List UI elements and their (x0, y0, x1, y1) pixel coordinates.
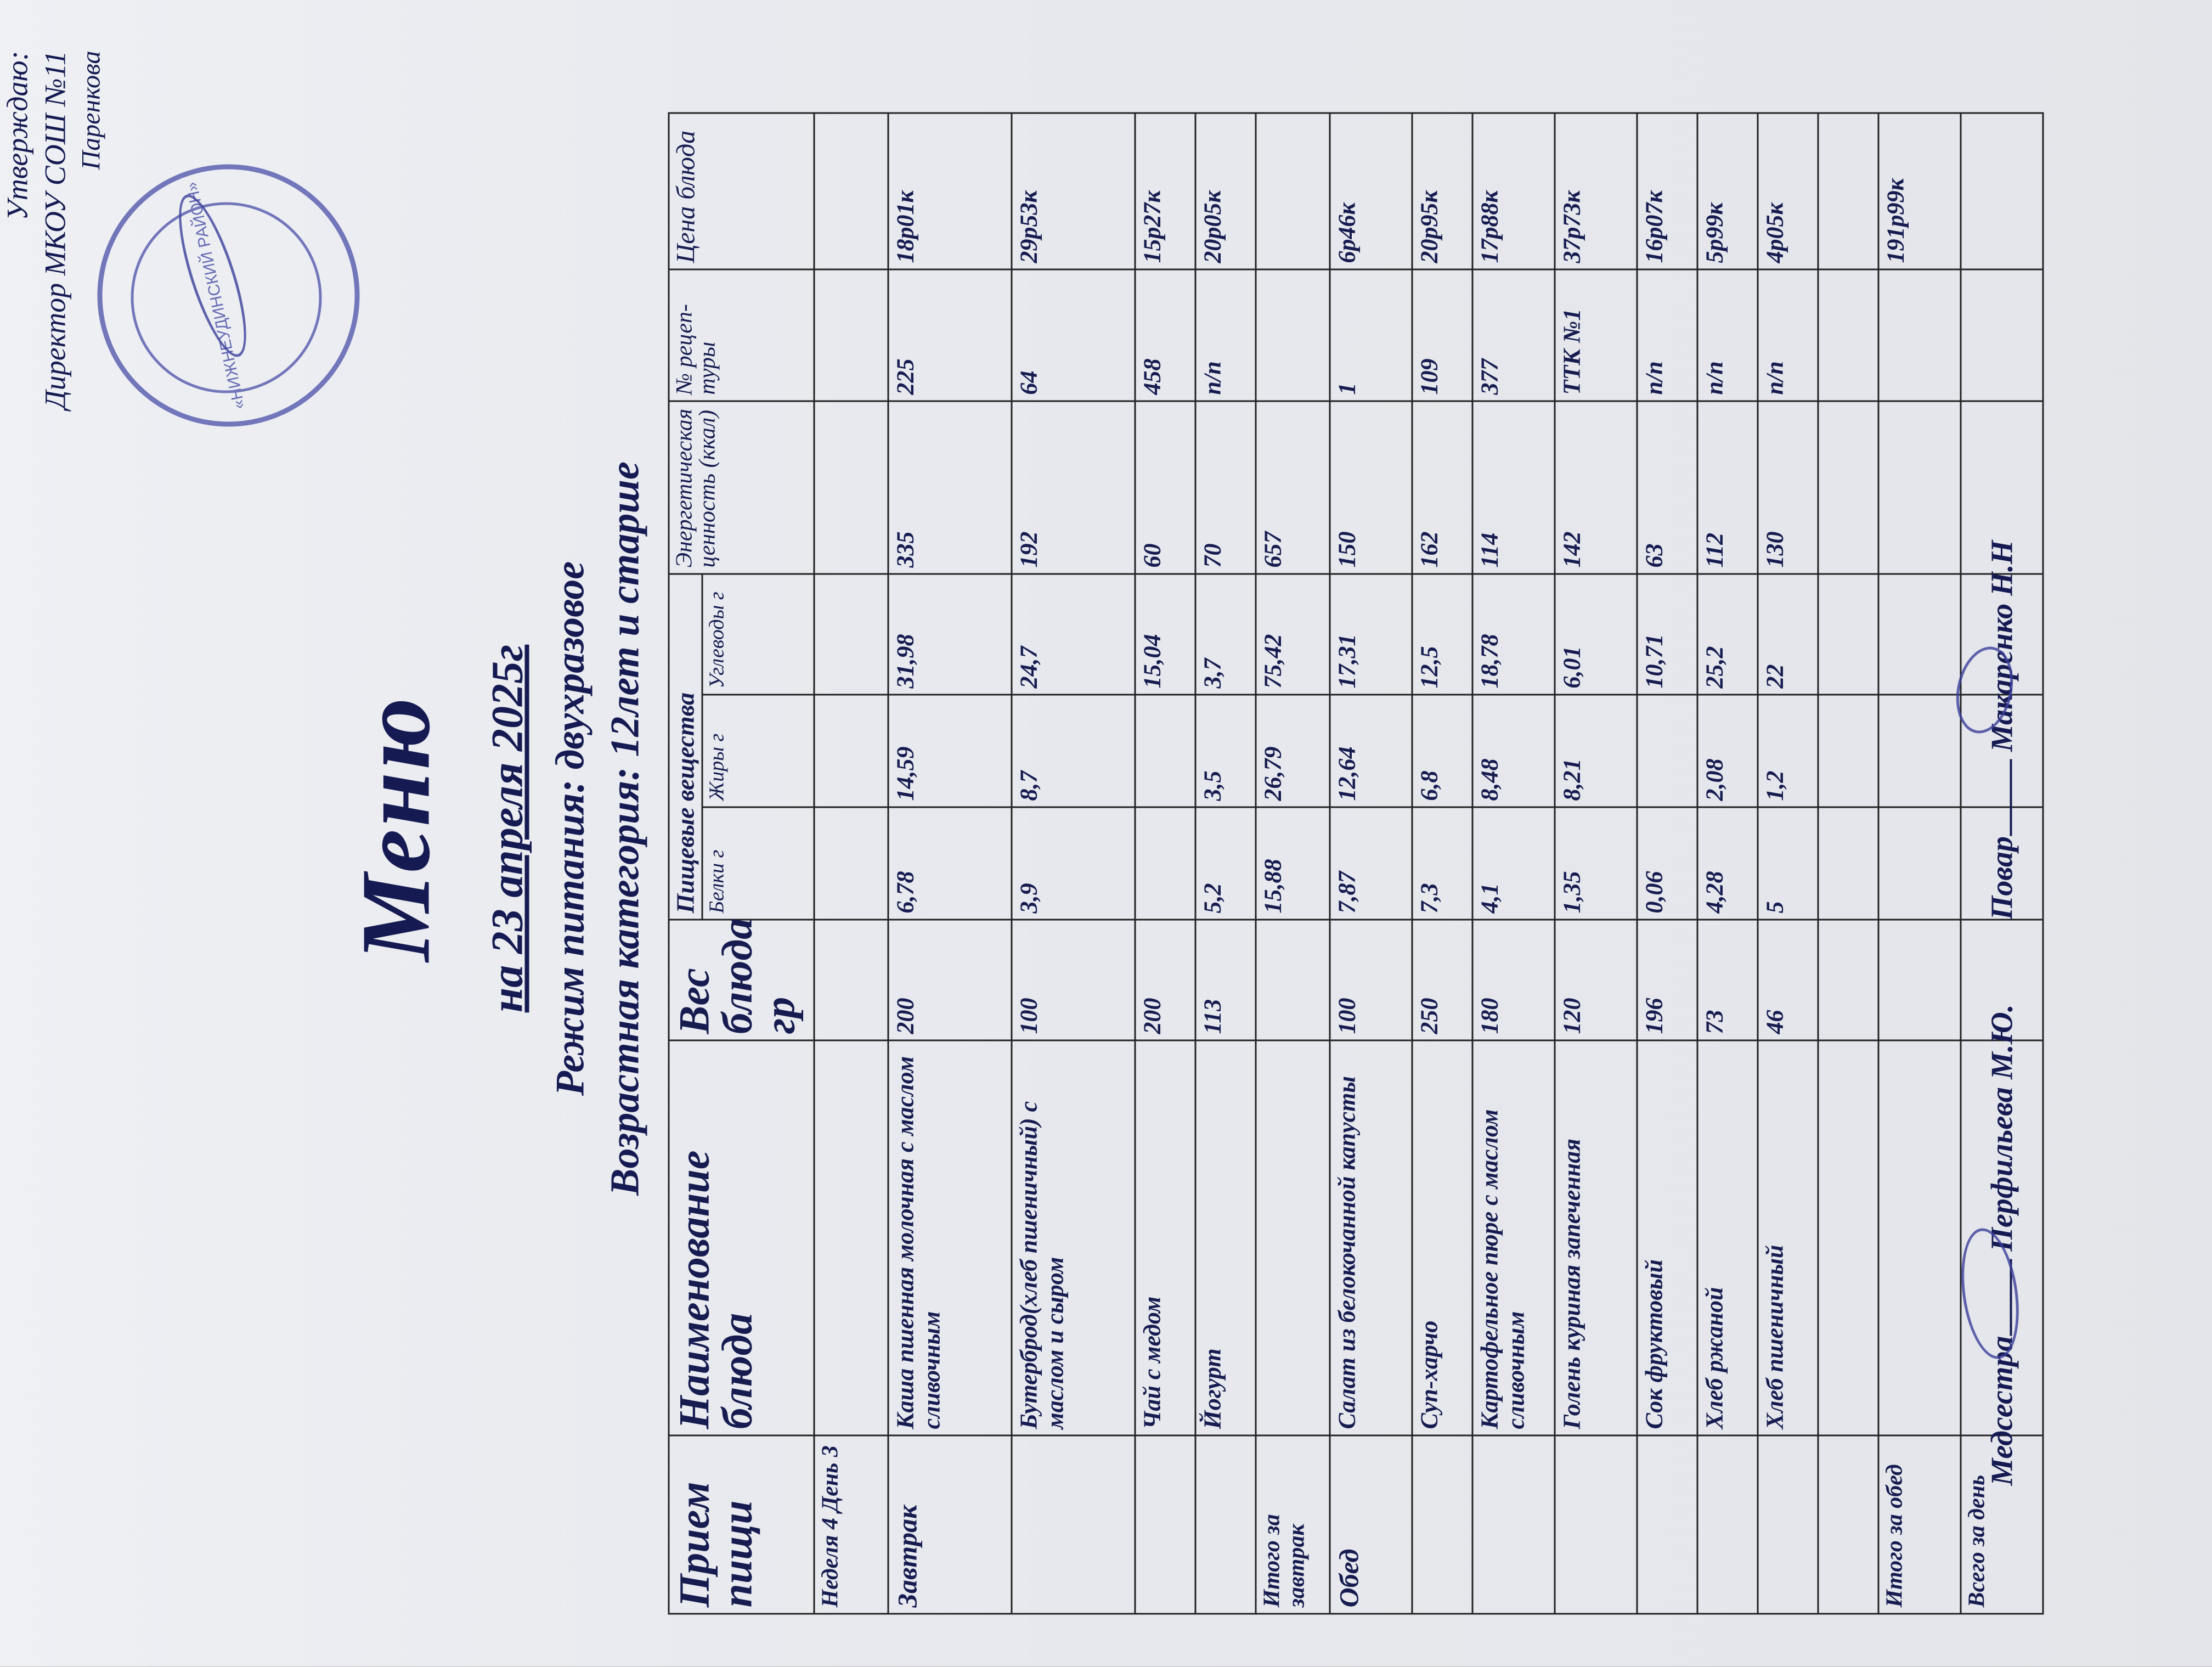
cell-fats (1878, 695, 1961, 807)
cell-dish: Салат из белокочанной капусты (1330, 1040, 1412, 1435)
cell-proteins (1878, 807, 1961, 920)
table-row (1697, 113, 1758, 1614)
cook-label: Повар (1985, 836, 2019, 920)
cell-recipe: ТТК №1 (1555, 269, 1637, 401)
nurse-name: Перфильева М.Ю. (1985, 1004, 2019, 1252)
cell-price (1256, 113, 1330, 269)
cell-recipe (1878, 269, 1961, 401)
empty-cell (814, 1040, 888, 1435)
cell-carbs (1878, 574, 1961, 695)
cell-energy: 63 (1637, 401, 1697, 574)
cell-price: 191р99к (1878, 113, 1961, 269)
cell-weight (1878, 920, 1961, 1040)
cell-fats: 8,48 (1472, 695, 1555, 807)
cell-fats (1637, 695, 1697, 807)
header-fats: Жиры г (702, 695, 814, 807)
week-row (814, 113, 888, 1614)
cell-meal: Обед (1330, 1435, 1412, 1614)
cell-recipe: п/п (1195, 269, 1256, 401)
cell-meal (1555, 1435, 1637, 1614)
cell-weight: 113 (1195, 920, 1256, 1040)
cell-energy: 130 (1758, 401, 1818, 574)
table-row (1256, 113, 1330, 1614)
menu-date: на 23 апреля 2025г (482, 644, 532, 1013)
cell-meal (1195, 1435, 1256, 1614)
empty-cell (814, 807, 888, 920)
cell-dish: Голень куриная запеченная (1555, 1040, 1637, 1435)
cell-energy (1878, 401, 1961, 574)
cell-energy: 60 (1135, 401, 1195, 574)
cell-carbs: 25,2 (1697, 574, 1758, 695)
cell-carbs: 15,04 (1135, 574, 1195, 695)
cell-recipe: 64 (1012, 269, 1135, 401)
cell-fats (1135, 695, 1195, 807)
cell-carbs: 18,78 (1472, 574, 1555, 695)
cell-carbs: 31,98 (888, 574, 1012, 695)
cell-meal: Завтрак (888, 1435, 1012, 1614)
table-body (814, 113, 2043, 1614)
cell-proteins: 3,9 (1012, 807, 1135, 920)
header-weight: Вес блюда гр (669, 920, 814, 1040)
cell-energy: 162 (1412, 401, 1472, 574)
cell-price: 4р05к (1758, 113, 1818, 269)
cell-fats: 2,08 (1697, 695, 1758, 807)
cell-meal (1637, 1435, 1697, 1614)
empty-cell (814, 695, 888, 807)
cell-dish (1818, 1040, 1878, 1435)
cell-meal (1135, 1435, 1195, 1614)
cell-meal (1697, 1435, 1758, 1614)
empty-cell (814, 269, 888, 401)
cell-price: 20р05к (1195, 113, 1256, 269)
cell-recipe: п/п (1758, 269, 1818, 401)
cell-weight (1818, 920, 1878, 1040)
approval-line2: Директор МКОУ СОШ №11 (38, 50, 72, 409)
cell-meal (1012, 1435, 1135, 1614)
approval-block (0, 51, 108, 424)
cell-fats: 6,8 (1412, 695, 1472, 807)
cell-proteins: 4,28 (1697, 807, 1758, 920)
cell-weight: 200 (1135, 920, 1195, 1040)
cell-energy: 657 (1256, 401, 1330, 574)
cell-energy: 70 (1195, 401, 1256, 574)
cell-carbs (1818, 574, 1878, 695)
cell-dish: Картофельное пюре с маслом сливочным (1472, 1040, 1555, 1435)
page-title: Меню (341, 695, 450, 962)
cell-price: 37р73к (1555, 113, 1637, 269)
cell-energy: 150 (1330, 401, 1412, 574)
cell-recipe (1256, 269, 1330, 401)
table-row (888, 113, 1012, 1614)
cell-weight: 196 (1637, 920, 1697, 1040)
cell-dish (1878, 1040, 1961, 1435)
table-row (1330, 113, 1412, 1614)
cell-fats (1818, 695, 1878, 807)
cell-carbs: 22 (1758, 574, 1818, 695)
cell-fats: 26,79 (1256, 695, 1330, 807)
cell-dish: Бутерброд(хлеб пшеничный) с маслом и сыром (1012, 1040, 1135, 1435)
cell-recipe: 109 (1412, 269, 1472, 401)
approval-line3: Паренкова (76, 50, 106, 170)
cell-recipe: 1 (1330, 269, 1412, 401)
cell-carbs: 12,5 (1412, 574, 1472, 695)
cell-price: 6р46к (1330, 113, 1412, 269)
cell-weight: 100 (1330, 920, 1412, 1040)
table-header-row (669, 113, 702, 1614)
stamp-text: «НИЖНЕУДИНСКИЙ РАЙОН» (182, 180, 249, 411)
table-row (1135, 113, 1195, 1614)
cell-price (1818, 113, 1878, 269)
header-energy: Энергетическая ценность (ккал) (669, 401, 814, 574)
table-row (1637, 113, 1697, 1614)
cell-price: 5р99к (1697, 113, 1758, 269)
empty-cell (814, 920, 888, 1040)
table-row (1818, 113, 1878, 1614)
table-row (1878, 113, 1961, 1614)
cell-carbs: 3,7 (1195, 574, 1256, 695)
header-meal: Прием пищи (669, 1435, 814, 1614)
cell-price: 17р88к (1472, 113, 1555, 269)
cell-energy: 335 (888, 401, 1012, 574)
cell-energy: 112 (1697, 401, 1758, 574)
cell-proteins (1818, 807, 1878, 920)
cell-proteins: 4,1 (1472, 807, 1555, 920)
cell-meal (1818, 1435, 1878, 1614)
week-label: Неделя 4 День 3 (814, 1435, 888, 1614)
cell-price: 20р95к (1412, 113, 1472, 269)
cell-recipe: 225 (888, 269, 1012, 401)
table-row (1555, 113, 1637, 1614)
cell-recipe (1818, 269, 1878, 401)
table-row (1012, 113, 1135, 1614)
header-recipe: № рецеп-туры (669, 269, 814, 401)
nurse-label: Медсестра (1985, 1336, 2019, 1486)
cell-recipe: 458 (1135, 269, 1195, 401)
cell-carbs: 17,31 (1330, 574, 1412, 695)
cell-weight (1256, 920, 1330, 1040)
cell-meal: Всего за день (1961, 1435, 2043, 1614)
cell-fats: 12,64 (1330, 695, 1412, 807)
cell-fats: 8,7 (1012, 695, 1135, 807)
cell-proteins: 6,78 (888, 807, 1012, 920)
cell-dish: Хлеб ржаной (1697, 1040, 1758, 1435)
cell-price: 15р27к (1135, 113, 1195, 269)
cell-proteins: 7,87 (1330, 807, 1412, 920)
cell-weight: 180 (1472, 920, 1555, 1040)
cell-price: 16р07к (1637, 113, 1697, 269)
cell-weight: 200 (888, 920, 1012, 1040)
approval-line1: Утверждаю: (1, 50, 34, 221)
cell-proteins: 7,3 (1412, 807, 1472, 920)
cell-fats: 1,2 (1758, 695, 1818, 807)
cell-meal (1472, 1435, 1555, 1614)
header-dish: Наименование блюда (669, 1040, 814, 1435)
table-row (1412, 113, 1472, 1614)
empty-cell (814, 113, 888, 269)
header-price: Цена блюда (669, 113, 814, 269)
menu-table (668, 112, 2044, 1614)
empty-cell (814, 574, 888, 695)
cell-carbs: 75,42 (1256, 574, 1330, 695)
cell-dish: Хлеб пшеничный (1758, 1040, 1818, 1435)
cell-weight: 46 (1758, 920, 1818, 1040)
cell-meal (1412, 1435, 1472, 1614)
cell-recipe: п/п (1697, 269, 1758, 401)
cell-proteins: 15,88 (1256, 807, 1330, 920)
cell-weight: 100 (1012, 920, 1135, 1040)
cell-dish: Каша пшенная молочная с маслом сливочным (888, 1040, 1012, 1435)
cell-proteins: 5,2 (1195, 807, 1256, 920)
cell-price: 18р01к (888, 113, 1012, 269)
cell-carbs: 6,01 (1555, 574, 1637, 695)
cell-recipe: п/п (1637, 269, 1697, 401)
cell-meal: Итого за обед (1878, 1435, 1961, 1614)
cell-proteins: 1,35 (1555, 807, 1637, 920)
cell-energy: 192 (1012, 401, 1135, 574)
cook-signature-line (2010, 759, 2012, 836)
cell-carbs: 10,71 (1637, 574, 1697, 695)
cell-fats: 3,5 (1195, 695, 1256, 807)
cell-carbs: 24,7 (1012, 574, 1135, 695)
cell-dish: Суп-харчо (1412, 1040, 1472, 1435)
cell-price: 29р53к (1012, 113, 1135, 269)
cell-energy: 114 (1472, 401, 1555, 574)
cell-dish: Сок фруктовый (1637, 1040, 1697, 1435)
cell-dish: Чай с медом (1135, 1040, 1195, 1435)
empty-cell (814, 401, 888, 574)
table-row (1472, 113, 1555, 1614)
table-row (1195, 113, 1256, 1614)
header-carbs: Углеводы г (702, 574, 814, 695)
cell-proteins: 5 (1758, 807, 1818, 920)
cell-dish: Йогурт (1195, 1040, 1256, 1435)
cook-name: Макаренко Н.Н (1985, 540, 2019, 752)
age-category: Возрастная категория: 12лет и старше (602, 461, 648, 1196)
cell-proteins (1135, 807, 1195, 920)
cell-weight: 73 (1697, 920, 1758, 1040)
cell-energy: 142 (1555, 401, 1637, 574)
cell-proteins: 0,06 (1637, 807, 1697, 920)
cell-recipe: 377 (1472, 269, 1555, 401)
cell-dish (1256, 1040, 1330, 1435)
cell-fats: 14,59 (888, 695, 1012, 807)
cell-weight: 120 (1555, 920, 1637, 1040)
header-proteins: Белки г (702, 807, 814, 920)
table-row (1758, 113, 1818, 1614)
cell-fats: 8,21 (1555, 695, 1637, 807)
header-nutrients: Пищевые вещества (669, 574, 702, 920)
cell-energy (1818, 401, 1878, 574)
cell-meal (1758, 1435, 1818, 1614)
cell-meal: Итого за завтрак (1256, 1435, 1330, 1614)
cell-weight: 250 (1412, 920, 1472, 1040)
meal-regime: Режим питания: двухразовое (548, 561, 593, 1096)
